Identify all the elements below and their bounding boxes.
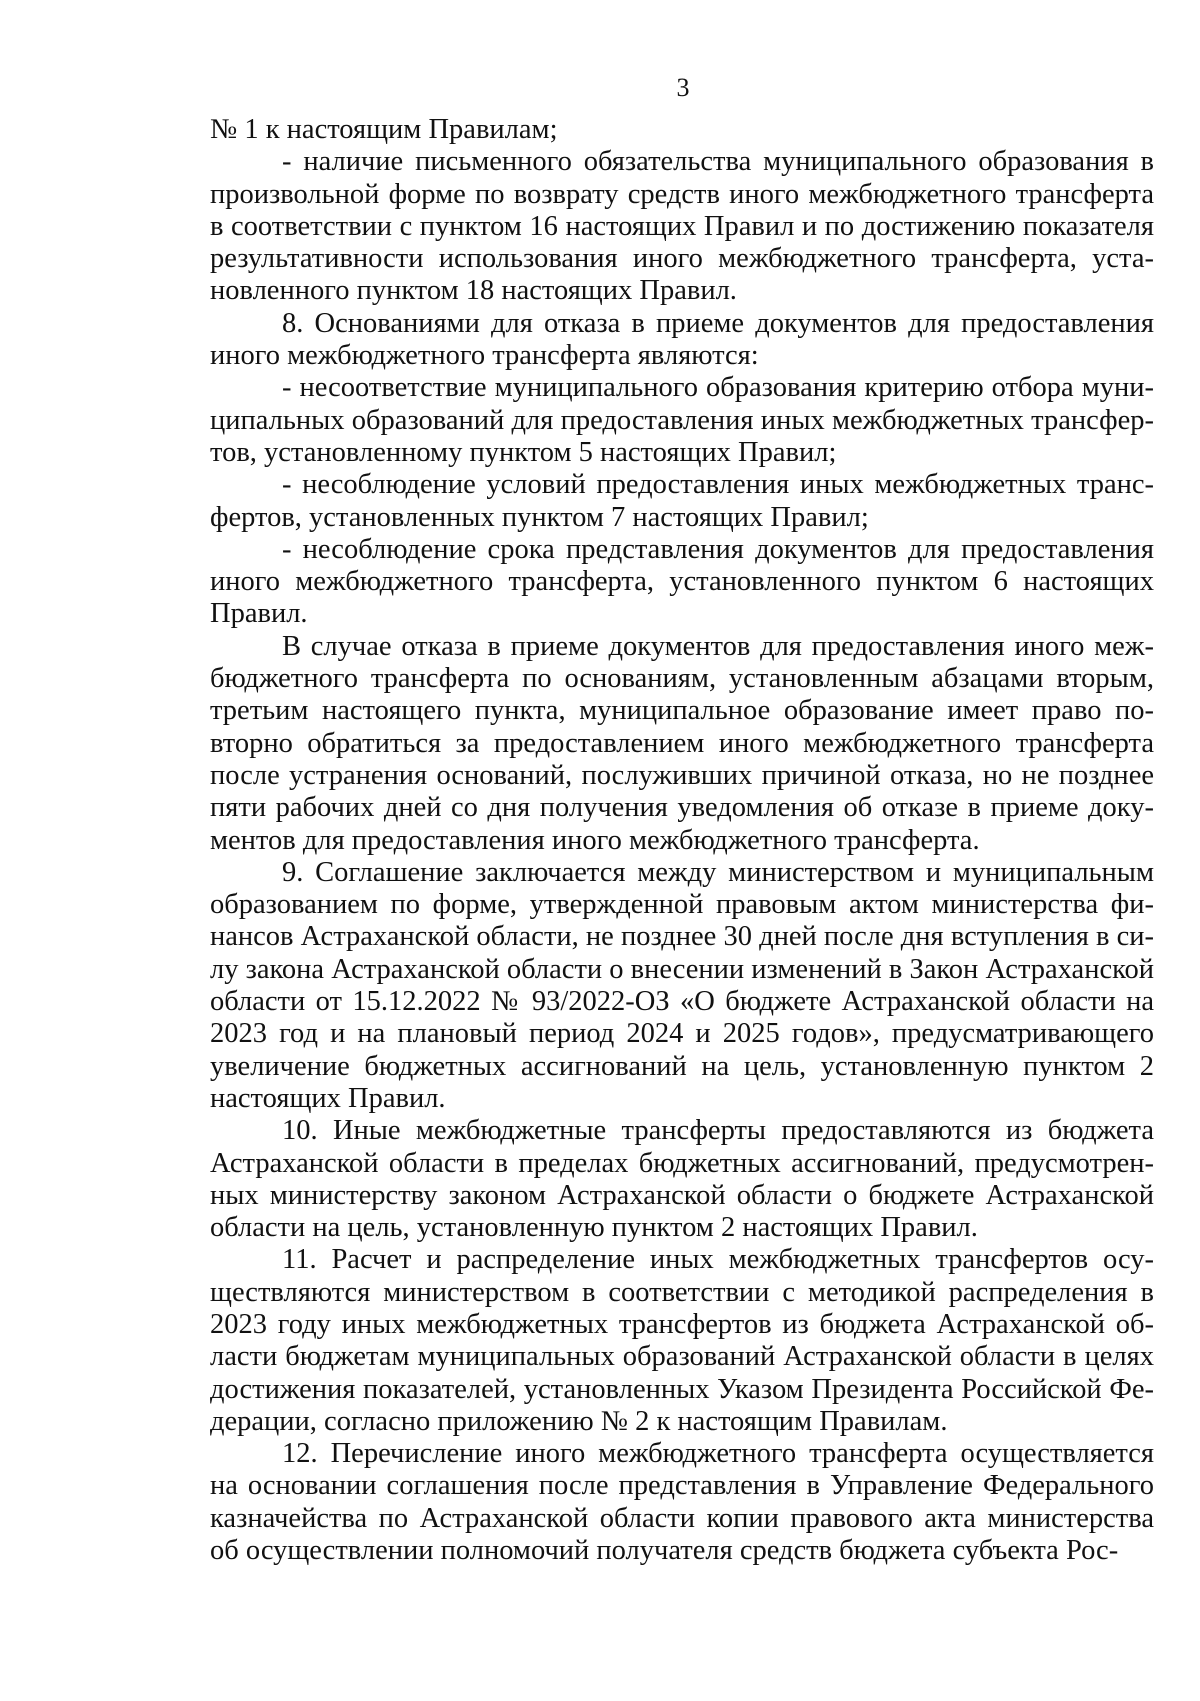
paragraph: - несоблюдение срока представления документов для предоставления иного межбюджетного трансферта, установленного пунктом 6 настоящих Правил. [210, 533, 1154, 630]
paragraph: В случае отказа в приеме документов для предоставления иного межбюджетного трансферта по основаниям, установленным абзацами вторым, третьим настоящего пункта, муниципальное образование имеет право повторно обратиться за предоставлением иного межбюджетного трансферта после устранения оснований, послуживших причиной отказа, но не позднее пяти рабочих дней со дня получения уведомления об отказе в приеме документов для предоставления иного межбюджетного трансферта. [210, 630, 1154, 856]
paragraph: - наличие письменного обязательства муниципального образования в произвольной форме по возврату средств иного межбюджетного трансферта в соответствии с пунктом 16 настоящих Правил и по достижению показателя результативности использования иного межбюджетного трансферта, установленного пунктом 18 настоящих Правил. [210, 146, 1154, 307]
document-body [210, 114, 1154, 1567]
paragraph: 10. Иные межбюджетные трансферты предоставляются из бюджета Астраханской области в пределах бюджетных ассигнований, предусмотренных министерству законом Астраханской области о бюджете Астраханской области на цель, установленную пунктом 2 настоящих Правил. [210, 1115, 1154, 1244]
paragraph: - несоответствие муниципального образования критерию отбора муниципальных образований для предоставления иных межбюджетных трансфертов, установленному пунктом 5 настоящих Правил; [210, 372, 1154, 468]
paragraph: 9. Соглашение заключается между министерством и муниципальным образованием по форме, утвержденной правовым актом министерства финансов Астраханской области, не позднее 30 дней после дня вступления в силу закона Астраханской области о внесении изменений в Закон Астраханской области от 15.12.2022 № 93/2022-ОЗ «О бюджете Астраханской области на 2023 год и на плановый период 2024 и 2025 годов», предусматривающего увеличение бюджетных ассигнований на цель, установленную пунктом 2 настоящих Правил. [210, 856, 1154, 1114]
paragraph: 12. Перечисление иного межбюджетного трансферта осуществляется на основании соглашения после представления в Управление Федерального казначейства по Астраханской области копии правового акта министерства об осуществлении полномочий получателя средств бюджета субъекта Рос- [210, 1438, 1154, 1567]
paragraph: № 1 к настоящим Правилам; [210, 114, 558, 145]
paragraph: - несоблюдение условий предоставления иных межбюджетных трансфертов, установленных пунктом 7 настоящих Правил; [210, 469, 1154, 533]
page-number: 3 [676, 73, 690, 102]
paragraph: 11. Расчет и распределение иных межбюджетных трансфертов осуществляются министерством в соответствии с методикой распределения в 2023 году иных межбюджетных трансфертов из бюджета Астраханской области бюджетам муниципальных образований Астраханской области в целях достижения показателей, установленных Указом Президента Российской Федерации, согласно приложению № 2 к настоящим Правилам. [210, 1244, 1154, 1437]
paragraph: 8. Основаниями для отказа в приеме документов для предоставления иного межбюджетного трансферта являются: [210, 307, 1154, 372]
